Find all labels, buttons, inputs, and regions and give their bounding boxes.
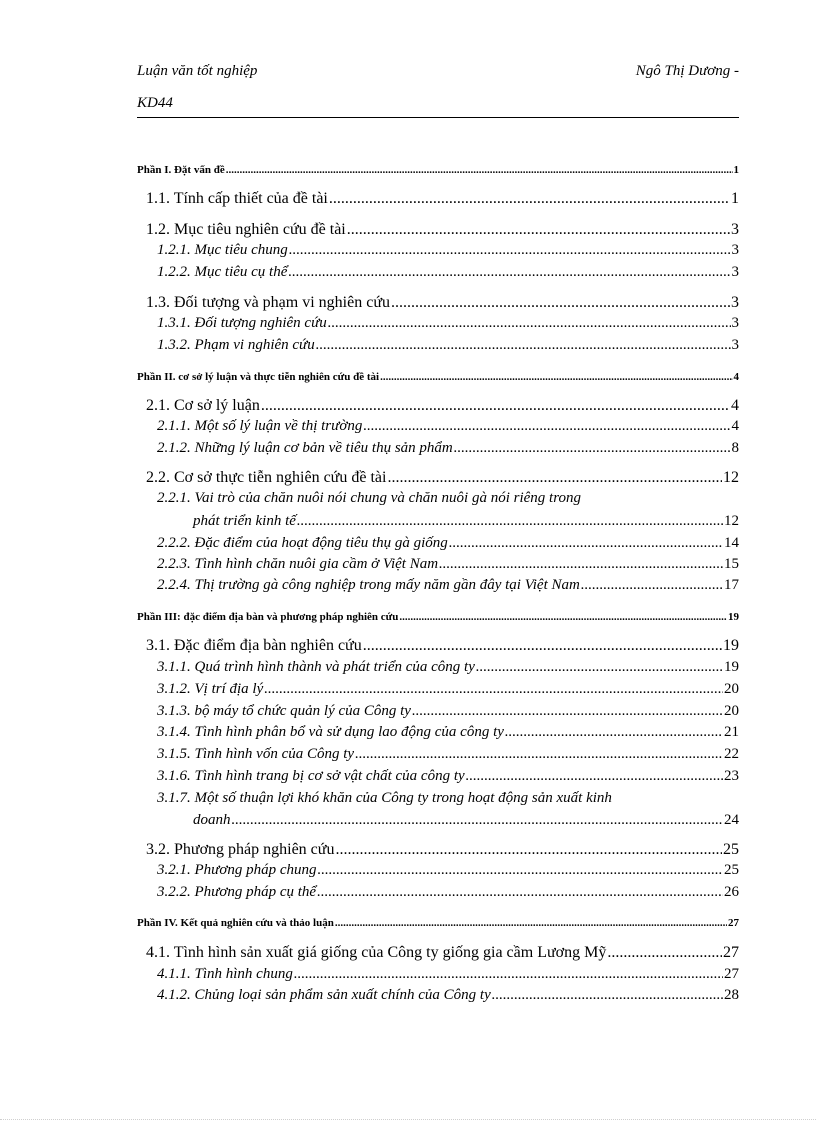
header-class-code: KD44: [137, 95, 173, 111]
toc-subsection-1-2-2[interactable]: 1.2.2. Mục tiêu cụ thể ..... 3: [157, 264, 739, 281]
toc-subsection-3-2-2[interactable]: 3.2.2. Phương pháp cụ thể ..... 26: [157, 884, 739, 901]
toc-subsection-3-1-1[interactable]: 3.1.1. Quá trình hình thành và phát triển của công ty ..... 19: [157, 659, 739, 676]
toc-subsection-2-2-3[interactable]: 2.2.3. Tình hình chăn nuôi gia cầm ở Việt Nam ..... 15: [157, 556, 739, 573]
toc-part-2[interactable]: Phần II. cơ sở lý luận và thực tiễn nghiên cứu đề tài ..... 4: [137, 371, 739, 383]
toc-subsection-4-1-1[interactable]: 4.1.1. Tình hình chung ..... 27: [157, 966, 739, 983]
toc-section-4-1[interactable]: 4.1. Tình hình sản xuất giá giống của Công ty giống gia cầm Lương Mỹ ..... 27: [146, 944, 739, 962]
toc-subsection-3-1-2[interactable]: 3.1.2. Vị trí địa lý ..... 20: [157, 681, 739, 698]
toc-section-1-3[interactable]: 1.3. Đối tượng và phạm vi nghiên cứu ..... 3: [146, 294, 739, 312]
toc-part-4[interactable]: Phần IV. Kết quả nghiên cứu và thảo luận ..... 27: [137, 917, 739, 929]
toc-subsection-1-3-2[interactable]: 1.3.2. Phạm vi nghiên cứu ..... 3: [157, 337, 739, 354]
toc-subsection-2-2-1-line2[interactable]: phát triển kinh tế ..... 12: [193, 513, 739, 530]
toc-subsection-2-2-4[interactable]: 2.2.4. Thị trường gà công nghiệp trong mấy năm gần đây tại Việt Nam ..... 17: [157, 577, 739, 594]
toc-section-2-2[interactable]: 2.2. Cơ sở thực tiễn nghiên cứu đề tài ..... 12: [146, 469, 739, 487]
toc-part-1[interactable]: Phần I. Đặt vấn đề ..... 1: [137, 164, 739, 176]
toc-section-1-1[interactable]: 1.1. Tính cấp thiết của đề tài ..... 1: [146, 190, 739, 208]
page-bottom-border: [0, 1119, 816, 1120]
toc-subsection-2-2-2[interactable]: 2.2.2. Đặc điểm của hoạt động tiêu thụ gà giống ..... 14: [157, 535, 739, 552]
toc-part-3[interactable]: Phần III: đặc điểm địa bàn và phương pháp nghiên cứu ..... 19: [137, 611, 739, 623]
toc-section-1-2[interactable]: 1.2. Mục tiêu nghiên cứu đề tài ..... 3: [146, 221, 739, 239]
toc-subsection-3-1-4[interactable]: 3.1.4. Tình hình phân bổ và sử dụng lao động của công ty ..... 21: [157, 724, 739, 741]
toc-subsection-1-2-1[interactable]: 1.2.1. Mục tiêu chung ..... 3: [157, 242, 739, 259]
header-title: Luận văn tốt nghiệp: [137, 63, 258, 79]
toc-subsection-2-2-1-line1[interactable]: 2.2.1. Vai trò của chăn nuôi nói chung và chăn nuôi gà nói riêng trong: [157, 490, 581, 506]
toc-subsection-3-1-6[interactable]: 3.1.6. Tình hình trang bị cơ sở vật chất của công ty ..... 23: [157, 768, 739, 785]
toc-subsection-3-1-3[interactable]: 3.1.3. bộ máy tổ chức quản lý của Công ty ..... 20: [157, 703, 739, 720]
header-rule: [137, 117, 739, 118]
toc-subsection-3-1-5[interactable]: 3.1.5. Tình hình vốn của Công ty ..... 22: [157, 746, 739, 763]
running-header: [137, 63, 739, 87]
toc-section-2-1[interactable]: 2.1. Cơ sở lý luận ..... 4: [146, 397, 739, 415]
toc-section-3-2[interactable]: 3.2. Phương pháp nghiên cứu ..... 25: [146, 841, 739, 859]
toc-subsection-3-2-1[interactable]: 3.2.1. Phương pháp chung ..... 25: [157, 862, 739, 879]
toc-subsection-3-1-7-line1[interactable]: 3.1.7. Một số thuận lợi khó khăn của Công ty trong hoạt động sản xuất kinh: [157, 790, 612, 806]
toc-subsection-3-1-7-line2[interactable]: doanh ..... 24: [193, 812, 739, 829]
header-author: Ngô Thị Dương -: [635, 63, 739, 79]
toc-subsection-1-3-1[interactable]: 1.3.1. Đối tượng nghiên cứu ..... 3: [157, 315, 739, 332]
toc-subsection-4-1-2[interactable]: 4.1.2. Chủng loại sản phẩm sản xuất chính của Công ty ..... 28: [157, 987, 739, 1004]
toc-section-3-1[interactable]: 3.1. Đặc điểm địa bàn nghiên cứu ..... 19: [146, 637, 739, 655]
toc-subsection-2-1-1[interactable]: 2.1.1. Một số lý luận về thị trường ..... 4: [157, 418, 739, 435]
toc-subsection-2-1-2[interactable]: 2.1.2. Những lý luận cơ bản về tiêu thụ sản phẩm ..... 8: [157, 440, 739, 457]
